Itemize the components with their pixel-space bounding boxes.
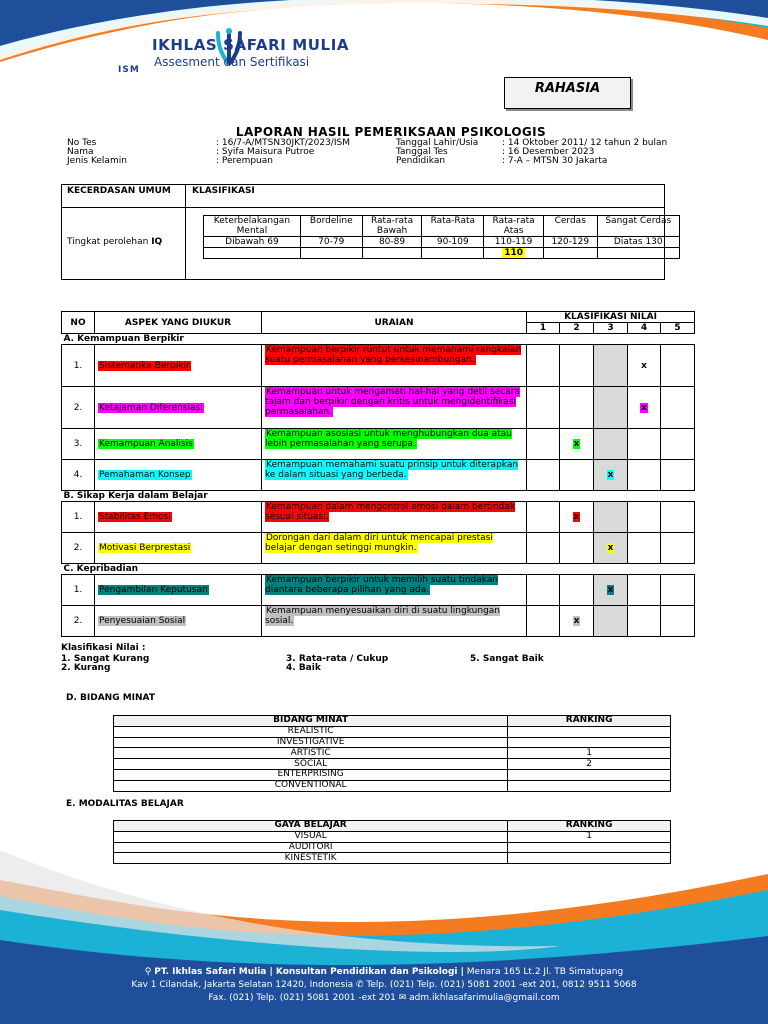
iq-row-label-text: Tingkat perolehan	[67, 237, 152, 247]
iq-row-label	[67, 237, 162, 247]
aspect-row	[62, 429, 695, 460]
score-cell	[560, 387, 594, 429]
minat-rank	[508, 769, 671, 780]
iq-category: Rata-rata Atas	[484, 216, 544, 237]
iq-score-empty	[543, 248, 597, 259]
iq-range: 80-89	[362, 237, 422, 248]
score-mark: x	[573, 439, 580, 449]
score-cell-marked	[560, 606, 594, 637]
score-cell	[628, 606, 661, 637]
score-cell	[661, 345, 695, 387]
aspect-name-text: Pemahaman Konsep	[99, 470, 191, 480]
score-cell	[628, 429, 661, 460]
aspect-description-text: Kemampuan berpikir runtut untuk memahami rangkaian suatu permasalahan yang berkesinambungan.	[265, 345, 522, 365]
aspect-row	[62, 575, 695, 606]
section-row	[62, 564, 695, 575]
aspect-description-text: Kemampuan untuk mengamati hal-hal yang detil secara tajam dan berpikir dengan kritis untuk mengidentifikasi permasalahan.	[265, 387, 520, 417]
iq-category: Rata-rata Bawah	[362, 216, 422, 237]
minat-rank	[508, 726, 671, 737]
bidang-minat-heading: D. BIDANG MINAT	[66, 693, 155, 703]
iq-header-klasifikasi: KLASIFIKASI	[192, 186, 255, 196]
aspect-name-text: Motivasi Berprestasi	[99, 543, 191, 553]
score-cell-marked	[594, 575, 628, 606]
score-mark: x	[641, 402, 647, 413]
score-cell	[560, 533, 594, 564]
table-row	[114, 759, 671, 770]
document-title: LAPORAN HASIL PEMERIKSAAN PSIKOLOGIS	[235, 125, 547, 139]
iq-category-row	[204, 216, 680, 237]
score-cell	[661, 429, 695, 460]
score-cell	[527, 429, 560, 460]
header-klasifikasi: KLASIFIKASI NILAI	[527, 312, 695, 323]
aspect-description	[262, 387, 527, 429]
aspect-description	[262, 575, 527, 606]
legend-title: Klasifikasi Nilai :	[61, 643, 146, 653]
iq-category: Rata-Rata	[422, 216, 484, 237]
aspect-row	[62, 502, 695, 533]
iq-score: 110	[504, 248, 523, 258]
legend-item: 2. Kurang	[61, 663, 111, 673]
scale-3: 3	[594, 323, 628, 334]
info-label-no-tes: No Tes	[67, 138, 97, 148]
info-label-tanggal-tes: Tanggal Tes	[396, 147, 448, 157]
aspect-no: 1.	[62, 345, 95, 387]
score-cell	[594, 502, 628, 533]
minat-name: ENTERPRISING	[114, 769, 508, 780]
score-cell-marked	[594, 533, 628, 564]
score-mark: x	[607, 585, 614, 595]
logo-subtitle: Assesment dan Sertifikasi	[154, 55, 310, 69]
scale-2: 2	[560, 323, 594, 334]
info-value-tanggal-tes: : 16 Desember 2023	[502, 147, 595, 157]
ranking-col-header: RANKING	[508, 821, 671, 832]
scale-5: 5	[661, 323, 695, 334]
iq-score-empty	[597, 248, 679, 259]
score-cell-marked	[628, 345, 661, 387]
iq-category: Sangat Cerdas	[597, 216, 679, 237]
minat-name: ARTISTIC	[114, 748, 508, 759]
header-no: NO	[62, 312, 95, 334]
aspect-name	[95, 460, 262, 491]
iq-section	[61, 184, 672, 280]
info-value-pendidikan: : 7-A – MTSN 30 Jakarta	[502, 156, 608, 166]
score-cell	[560, 575, 594, 606]
footer-contact	[0, 966, 768, 1005]
aspect-row	[62, 387, 695, 429]
info-label-nama: Nama	[67, 147, 94, 157]
aspect-no: 4.	[62, 460, 95, 491]
aspect-row	[62, 345, 695, 387]
score-cell	[628, 502, 661, 533]
aspect-description	[262, 533, 527, 564]
minat-name: REALISTIC	[114, 726, 508, 737]
section-title: B. Sikap Kerja dalam Belajar	[62, 491, 695, 502]
aspect-name	[95, 606, 262, 637]
aspect-description-text: Dorongan dari dalam diri untuk mencapai prestasi belajar dengan setinggi mungkin.	[265, 533, 493, 553]
table-row	[114, 831, 671, 842]
aspect-no: 1.	[62, 502, 95, 533]
legend-item: 5. Sangat Baik	[470, 654, 544, 664]
score-cell-marked	[560, 429, 594, 460]
table-row	[114, 726, 671, 737]
minat-name: INVESTIGATIVE	[114, 737, 508, 748]
legend-item: 3. Rata-rata / Cukup	[286, 654, 389, 664]
aspect-description-text: Kemampuan asosiasi untuk menghubungkan dua atau lebih permasalahan yang serupa.	[265, 429, 512, 449]
aspect-description-text: Kemampuan dalam mengontrol emosi dalam bertindak sesuai situasi.	[265, 502, 516, 522]
iq-score-empty	[300, 248, 362, 259]
table-row	[114, 737, 671, 748]
minat-rank: 1	[508, 748, 671, 759]
aspect-name	[95, 533, 262, 564]
aspect-description	[262, 345, 527, 387]
score-cell-marked	[594, 460, 628, 491]
header-uraian: URAIAN	[262, 312, 527, 334]
bidang-minat-col-header: BIDANG MINAT	[114, 716, 508, 727]
score-mark: x	[573, 616, 580, 626]
footer-line-3: Fax. (021) Telp. (021) 5081 2001 -ext 201 ✉ adm.ikhlasafarimulia@gmail.com	[208, 993, 560, 1003]
score-cell	[594, 387, 628, 429]
scale-1: 1	[527, 323, 560, 334]
iq-range: 120-129	[543, 237, 597, 248]
minat-name: CONVENTIONAL	[114, 780, 508, 791]
footer-line-2: Kav 1 Cilandak, Jakarta Selatan 12420, Indonesia ✆ Telp. (021) Telp. (021) 5081 2001 -ext 201, 0812 9511 5068	[131, 980, 637, 990]
iq-category: Bordeline	[300, 216, 362, 237]
iq-divider-vertical	[185, 185, 186, 279]
aspect-no: 2.	[62, 387, 95, 429]
iq-score-empty	[362, 248, 422, 259]
aspect-description-text: Kemampuan berpikir untuk memilih suatu tindakan diantara beberapa pilihan yang ada.	[265, 575, 499, 595]
aspect-description	[262, 606, 527, 637]
iq-range: Diatas 130	[597, 237, 679, 248]
section-title: C. Kepribadian	[62, 564, 695, 575]
aspect-header-row-1	[62, 312, 695, 323]
score-cell	[628, 533, 661, 564]
bidang-minat-table	[113, 715, 671, 792]
iq-header-kecerdasan: KECERDASAN UMUM	[67, 186, 171, 196]
aspect-row	[62, 533, 695, 564]
aspect-name-text: Pengambilan Keputusan	[99, 585, 208, 595]
gaya-name: AUDITORI	[114, 842, 508, 853]
aspect-name	[95, 429, 262, 460]
aspect-description-text: Kemampuan menyesuaikan diri di suatu lingkungan sosial.	[265, 606, 500, 626]
aspect-name	[95, 575, 262, 606]
score-cell	[527, 460, 560, 491]
legend-item: 4. Baik	[286, 663, 321, 673]
score-cell	[628, 575, 661, 606]
score-cell	[661, 575, 695, 606]
scale-4: 4	[628, 323, 661, 334]
minat-rank	[508, 737, 671, 748]
table-row	[114, 780, 671, 791]
confidential-stamp	[504, 77, 631, 109]
aspect-name-text: Stabilitas Emosi	[99, 512, 171, 522]
info-value-nama: : Syifa Maisura Putroe	[216, 147, 315, 157]
modalitas-header-row	[114, 821, 671, 832]
minat-rank	[508, 780, 671, 791]
iq-category: Cerdas	[543, 216, 597, 237]
aspect-row	[62, 606, 695, 637]
score-cell	[661, 460, 695, 491]
iq-divider-horizontal	[62, 207, 664, 208]
legend-item: 1. Sangat Kurang	[61, 654, 150, 664]
aspect-description	[262, 429, 527, 460]
gaya-name: VISUAL	[114, 831, 508, 842]
iq-score-cell	[484, 248, 544, 259]
table-row	[114, 769, 671, 780]
score-cell	[628, 460, 661, 491]
aspect-description	[262, 460, 527, 491]
iq-score-empty	[204, 248, 301, 259]
aspect-name	[95, 345, 262, 387]
minat-rank: 2	[508, 759, 671, 770]
score-cell	[527, 606, 560, 637]
score-cell	[594, 345, 628, 387]
score-cell-marked	[560, 502, 594, 533]
aspect-description-text: Kemampuan memahami suatu prinsip untuk diterapkan ke dalam situasi yang berbeda.	[265, 460, 519, 480]
section-title: A. Kemampuan Berpikir	[62, 334, 695, 345]
score-cell-marked	[628, 387, 661, 429]
iq-range: Dibawah 69	[204, 237, 301, 248]
aspect-name	[95, 502, 262, 533]
score-cell	[527, 533, 560, 564]
info-label-tanggal-lahir: Tanggal Lahir/Usia	[396, 138, 479, 148]
score-cell	[661, 606, 695, 637]
iq-classification-table	[203, 215, 680, 259]
modalitas-heading: E. MODALITAS BELAJAR	[66, 799, 184, 809]
logo-abbreviation: ISM	[118, 65, 140, 75]
header-aspek: ASPEK YANG DIUKUR	[95, 312, 262, 334]
confidential-label: RAHASIA	[534, 81, 601, 96]
iq-category: Keterbelakangan Mental	[204, 216, 301, 237]
score-mark: x	[607, 470, 614, 480]
footer-company: PT. Ikhlas Safari Mulia | Konsultan Pendidikan dan Psikologi |	[154, 967, 464, 977]
bidang-minat-header-row	[114, 716, 671, 727]
aspect-name-text: Ketajaman Diferensiasi	[99, 402, 203, 413]
aspect-description	[262, 502, 527, 533]
iq-row-label-bold: IQ	[151, 237, 163, 247]
score-cell	[594, 606, 628, 637]
iq-range-row	[204, 237, 680, 248]
gaya-name: KINESTETIK	[114, 853, 508, 864]
iq-score-row	[204, 248, 680, 259]
iq-range: 110-119	[484, 237, 544, 248]
score-cell	[527, 502, 560, 533]
section-row	[62, 334, 695, 345]
info-value-tanggal-lahir: : 14 Oktober 2011/ 12 tahun 2 bulan	[502, 138, 668, 148]
aspect-name-text: Penyesuaian Sosial	[99, 616, 186, 626]
footer-line-1	[0, 966, 768, 979]
logo-title: IKHLAS SAFARI MULIA	[152, 36, 350, 54]
score-cell	[527, 387, 560, 429]
score-cell	[527, 345, 560, 387]
aspect-name-text: Kemampuan Analisis	[99, 439, 193, 449]
score-cell	[560, 460, 594, 491]
aspect-no: 1.	[62, 575, 95, 606]
aspect-name	[95, 387, 262, 429]
score-cell	[560, 345, 594, 387]
score-mark: x	[641, 360, 647, 371]
footer-address: Menara 165 Lt.2 Jl. TB Simatupang	[463, 967, 624, 977]
score-mark: x	[607, 543, 614, 553]
aspect-no: 3.	[62, 429, 95, 460]
aspect-no: 2.	[62, 606, 95, 637]
aspect-name-text: Sistematika Berpikir	[99, 360, 190, 371]
iq-range: 70-79	[300, 237, 362, 248]
info-value-jenis-kelamin: : Perempuan	[216, 156, 273, 166]
score-cell	[527, 575, 560, 606]
info-value-no-tes: : 16/7-A/MTSN30JKT/2023/ISM	[216, 138, 350, 148]
score-cell	[661, 387, 695, 429]
section-row	[62, 491, 695, 502]
gaya-rank: 1	[508, 831, 671, 842]
iq-range: 90-109	[422, 237, 484, 248]
ranking-col-header: RANKING	[508, 716, 671, 727]
aspect-no: 2.	[62, 533, 95, 564]
score-cell	[594, 429, 628, 460]
score-cell	[661, 502, 695, 533]
aspect-table	[61, 311, 695, 637]
score-cell	[661, 533, 695, 564]
minat-name: SOCIAL	[114, 759, 508, 770]
location-pin-icon: ⚲	[144, 967, 155, 977]
table-row	[114, 748, 671, 759]
iq-score-empty	[422, 248, 484, 259]
gaya-belajar-col-header: GAYA BELAJAR	[114, 821, 508, 832]
score-mark: x	[573, 512, 580, 522]
aspect-row	[62, 460, 695, 491]
info-label-pendidikan: Pendidikan	[396, 156, 446, 166]
info-label-jenis-kelamin: Jenis Kelamin	[67, 156, 127, 166]
